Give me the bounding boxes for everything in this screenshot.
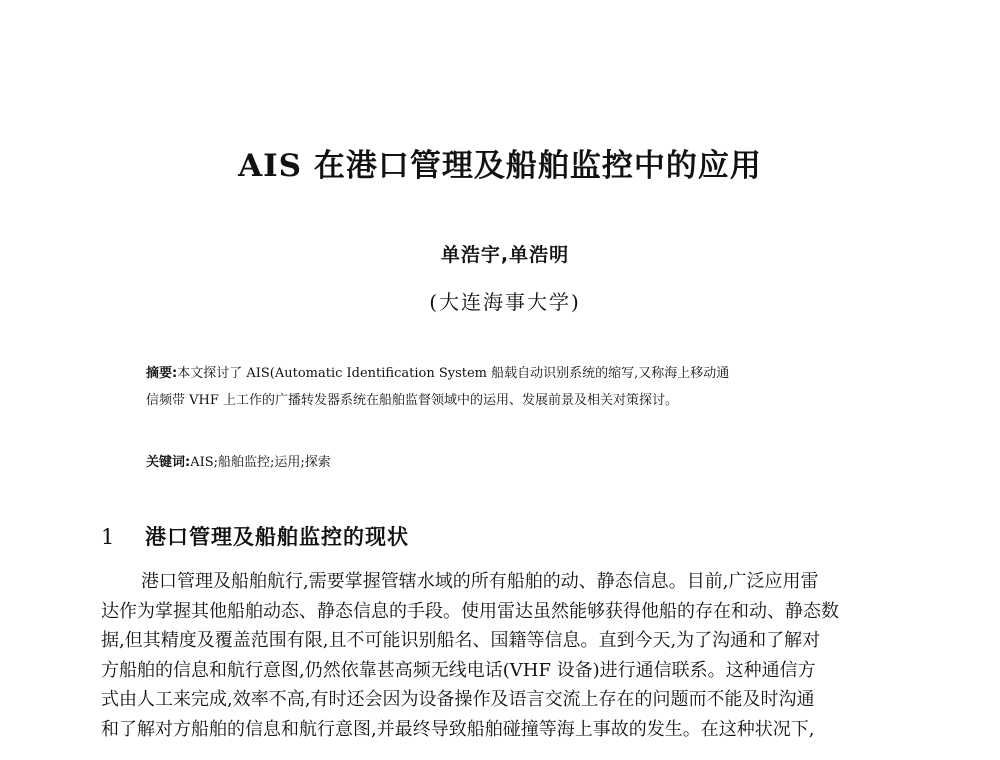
abstract-line [146,360,876,387]
paragraph-line: 达作为掌握其他船舶动态、静态信息的手段。使用雷达虽然能够获得他船的存在和动、静态数 [101,600,839,622]
paper-title: AIS 在港口管理及船舶监控中的应用 [238,148,762,184]
paragraph-line: 港口管理及船舶航行,需要掌握管辖水域的所有船舶的动、静态信息。目前,广泛应用雷 [141,571,819,592]
section-heading [101,522,409,552]
abstract [146,360,876,414]
paragraph-line: 和了解对方船舶的信息和航行意图,并最终导致船舶碰撞等海上事故的发生。在这种状况下, [101,718,815,740]
paragraph-line: 式由人工来完成,效率不高,有时还会因为设备操作及语言交流上存在的问题而不能及时沟通 [101,689,815,710]
section-number: 1 [101,525,115,549]
paper-affiliation: (大连海事大学) [429,290,581,314]
keywords-text: AIS;船舶监控;运用;探索 [190,455,331,470]
abstract-line: 信频带 VHF 上工作的广播转发器系统在船舶监督领域中的运用、发展前景及相关对策探讨。 [146,393,679,408]
abstract-label: 摘要: [146,366,178,381]
keywords [146,452,331,474]
keywords-label: 关键词: [146,455,191,470]
abstract-text: 本文探讨了 AIS(Automatic Identification System 船载自动识别系统的缩写,又称海上移动通 [177,366,730,381]
section-body [101,567,921,744]
paragraph-line: 据,但其精度及覆盖范围有限,且不可能识别船名、国籍等信息。直到今天,为了沟通和了解对 [101,630,821,651]
section-title: 港口管理及船舶监控的现状 [145,525,409,549]
paper-authors: 单浩宇,单浩明 [440,244,570,266]
paragraph-line: 方船舶的信息和航行意图,仍然依靠甚高频无线电话(VHF 设备)进行通信联系。这种通信方 [101,659,816,681]
